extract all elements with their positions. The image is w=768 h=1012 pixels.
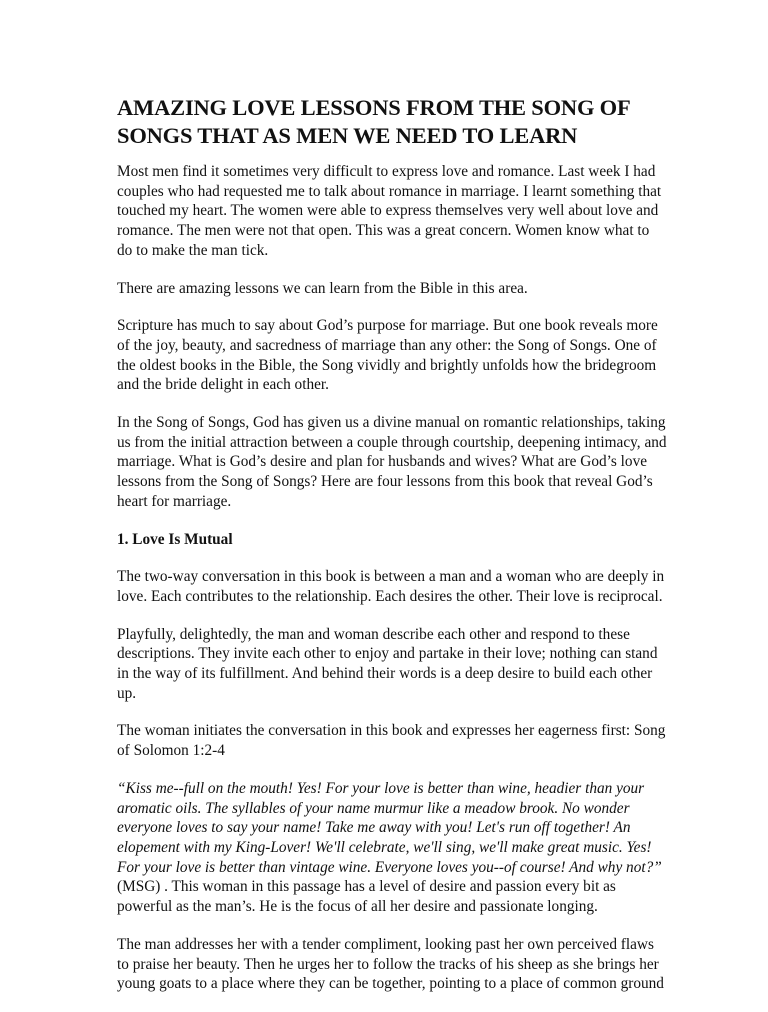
text-line: 1. Love Is Mutual xyxy=(117,530,233,548)
paragraph xyxy=(117,316,657,395)
text-line: couples who had requested me to talk about romance in marriage. I learnt something that xyxy=(117,182,662,200)
text-line: elopement with my King-Lover! We'll celebrate, we'll sing, we'll make great music. Yes! xyxy=(117,838,652,856)
text-line: The two-way conversation in this book is between a man and a woman who are deeply in xyxy=(117,568,665,586)
document-title xyxy=(117,94,657,150)
text-line: For your love is better than vintage wine. Everyone loves you--of course! And why not?” xyxy=(117,858,662,876)
text-line: touched my heart. The women were able to express themselves very well about love and xyxy=(117,202,659,220)
text-line: Most men find it sometimes very difficult to express love and romance. Last week I had xyxy=(117,163,656,180)
text-line: and the bride delight in each other. xyxy=(117,376,329,394)
text-line: (MSG) . This woman in this passage has a level of desire and passion every bit as xyxy=(117,878,616,896)
paragraph xyxy=(117,625,657,704)
text-line: The woman initiates the conversation in this book and expresses her eagerness first: Song xyxy=(117,722,666,740)
title-line: SONGS THAT AS MEN WE NEED TO LEARN xyxy=(117,123,578,148)
document-body xyxy=(117,162,667,994)
text-line: in the way of its fulfillment. And behind their words is a deep desire to build each other xyxy=(117,665,653,683)
title-line: AMAZING LOVE LESSONS FROM THE SONG OF xyxy=(117,95,631,120)
text-line: everyone loves to say your name! Take me away with you! Let's run off together! An xyxy=(117,819,631,837)
text-line: aromatic oils. The syllables of your name murmur like a meadow brook. No wonder xyxy=(117,799,630,817)
text-line: “Kiss me--full on the mouth! Yes! For your love is better than wine, headier than your xyxy=(117,779,645,797)
text-line: of Solomon 1:2-4 xyxy=(117,742,225,760)
text-line: us from the initial attraction between a couple through courtship, deepening intimacy, and xyxy=(117,433,667,451)
paragraph xyxy=(117,877,657,916)
text-line: Playfully, delightedly, the man and woman describe each other and respond to these xyxy=(117,625,630,643)
paragraph xyxy=(117,935,664,994)
text-line: powerful as the man’s. He is the focus of all her desire and passionate longing. xyxy=(117,898,598,916)
text-line: lessons from the Song of Songs? Here are four lessons from this book that reveal God’s xyxy=(117,473,653,491)
section-heading xyxy=(117,530,657,550)
text-line: marriage. What is God’s desire and plan for husbands and wives? What are God’s love xyxy=(117,453,648,471)
text-line: of the joy, beauty, and sacredness of marriage than any other: the Song of Songs. One of xyxy=(117,336,657,354)
paragraph xyxy=(117,721,666,760)
document-page xyxy=(117,94,667,1012)
text-line: In the Song of Songs, God has given us a divine manual on romantic relationships, taking xyxy=(117,414,666,432)
text-line: Scripture has much to say about God’s purpose for marriage. But one book reveals more xyxy=(117,317,658,335)
paragraph xyxy=(117,413,667,512)
text-line: to praise her beauty. Then he urges her to follow the tracks of his sheep as she brings her xyxy=(117,955,659,973)
text-line: the oldest books in the Bible, the Song vividly and brightly unfolds how the bridegroom xyxy=(117,356,657,374)
text-line: do to make the man tick. xyxy=(117,241,269,259)
text-line: romance. The men were not that open. This was a great concern. Women know what to xyxy=(117,222,650,240)
paragraph xyxy=(117,279,657,299)
scripture-quote xyxy=(117,779,662,878)
text-line: young goats to a place where they can be together, pointing to a place of common ground xyxy=(117,975,664,993)
text-line: heart for marriage. xyxy=(117,492,232,510)
text-line: up. xyxy=(117,684,137,702)
text-line: There are amazing lessons we can learn from the Bible in this area. xyxy=(117,279,528,297)
paragraph xyxy=(117,567,665,606)
text-line: descriptions. They invite each other to enjoy and partake in their love; nothing can stand xyxy=(117,645,658,663)
paragraph xyxy=(117,162,662,261)
text-line: love. Each contributes to the relationship. Each desires the other. Their love is reciprocal. xyxy=(117,587,663,605)
text-line: The man addresses her with a tender compliment, looking past her own perceived flaws xyxy=(117,935,654,953)
